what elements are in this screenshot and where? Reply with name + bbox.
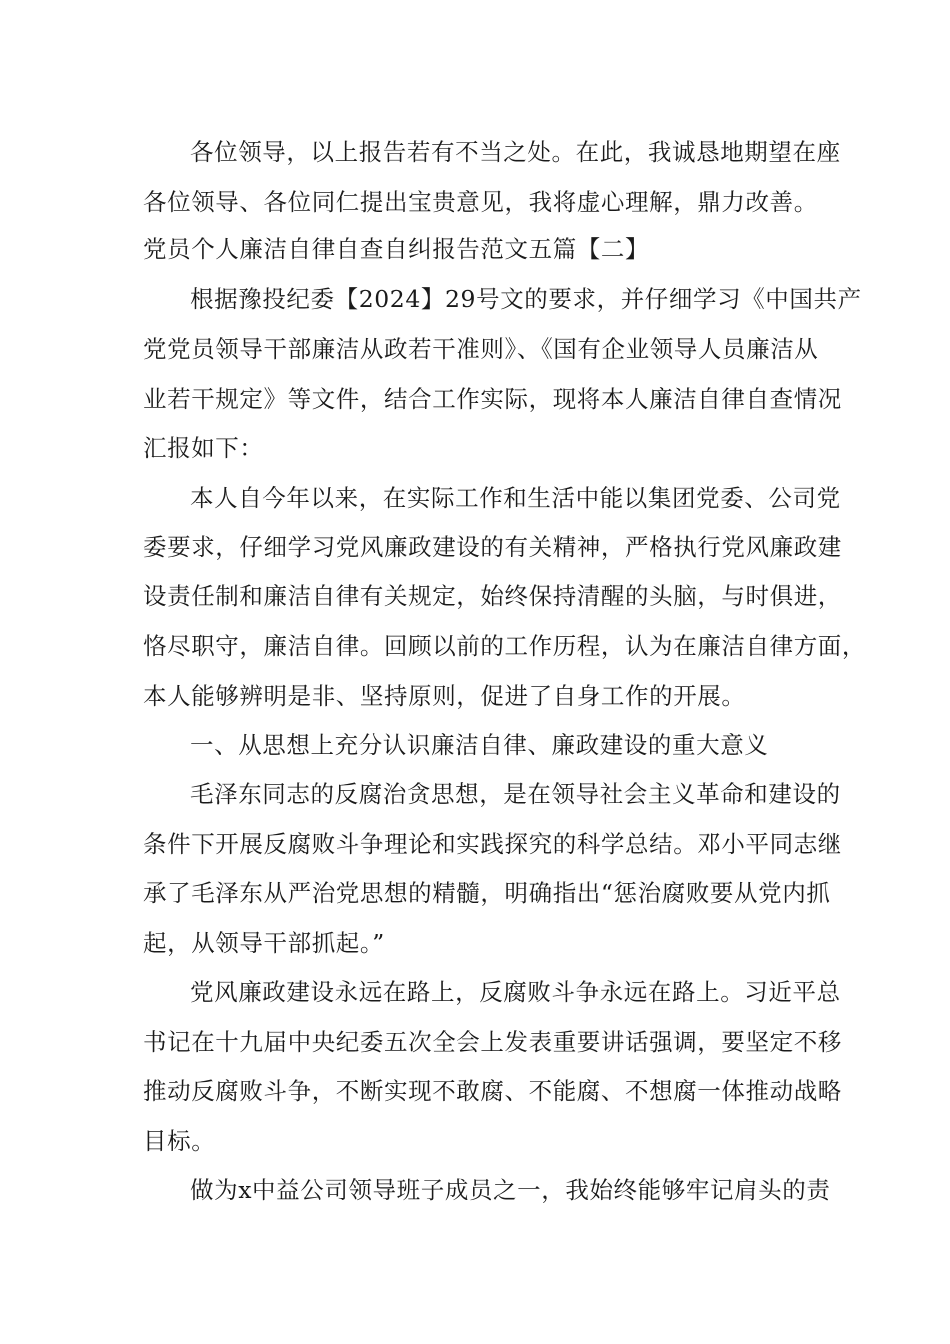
text-line-20: 推动反腐败斗争，不断实现不敢腐、不能腐、不想腐一体推动战略 [143,1077,842,1105]
text-line-11: 恪尽职守，廉洁自律。回顾以前的工作历程，认为在廉洁自律方面， [143,632,866,660]
text-line-4: 根据豫投纪委【2024】29号文的要求，并仔细学习《中国共产 [190,285,862,313]
text-line-14: 毛泽东同志的反腐治贪思想，是在领导社会主义革命和建设的 [190,780,841,808]
text-line-7: 汇报如下： [143,434,264,462]
text-line-1: 各位领导，以上报告若有不当之处。在此，我诚恳地期望在座 [190,138,841,166]
text-line-21: 目标。 [143,1127,216,1155]
text-line-19: 书记在十九届中央纪委五次全会上发表重要讲话强调，要坚定不移 [143,1028,842,1056]
text-line-10: 设责任制和廉洁自律有关规定，始终保持清醒的头脑，与时俱进， [143,582,842,610]
text-line-2: 各位领导、各位同仁提出宝贵意见，我将虚心理解，鼎力改善。 [143,188,818,216]
text-line-15: 条件下开展反腐败斗争理论和实践探究的科学总结。邓小平同志继 [143,830,842,858]
text-line-6: 业若干规定》等文件，结合工作实际，现将本人廉洁自律自查情况 [143,385,842,413]
text-line-16: 承了毛泽东从严治党思想的精髓，明确指出“惩治腐败要从党内抓 [143,879,831,907]
subsection-heading: 一、从思想上充分认识廉洁自律、廉政建设的重大意义 [190,731,769,759]
text-line-12: 本人能够辨明是非、坚持原则，促进了自身工作的开展。 [143,682,746,710]
text-line-18: 党风廉政建设永远在路上，反腐败斗争永远在路上。习近平总 [190,978,841,1006]
section-heading: 党员个人廉洁自律自查自纠报告范文五篇【二】 [143,235,650,263]
text-line-9: 委要求，仔细学习党风廉政建设的有关精神，严格执行党风廉政建 [143,533,842,561]
text-line-8: 本人自今年以来，在实际工作和生活中能以集团党委、公司党 [190,484,841,512]
text-line-22: 做为x中益公司领导班子成员之一，我始终能够牢记肩头的责 [190,1176,831,1204]
text-line-5: 党党员领导干部廉洁从政若干准则》、《国有企业领导人员廉洁从 [143,335,819,363]
text-line-17: 起，从领导干部抓起。” [143,929,385,957]
